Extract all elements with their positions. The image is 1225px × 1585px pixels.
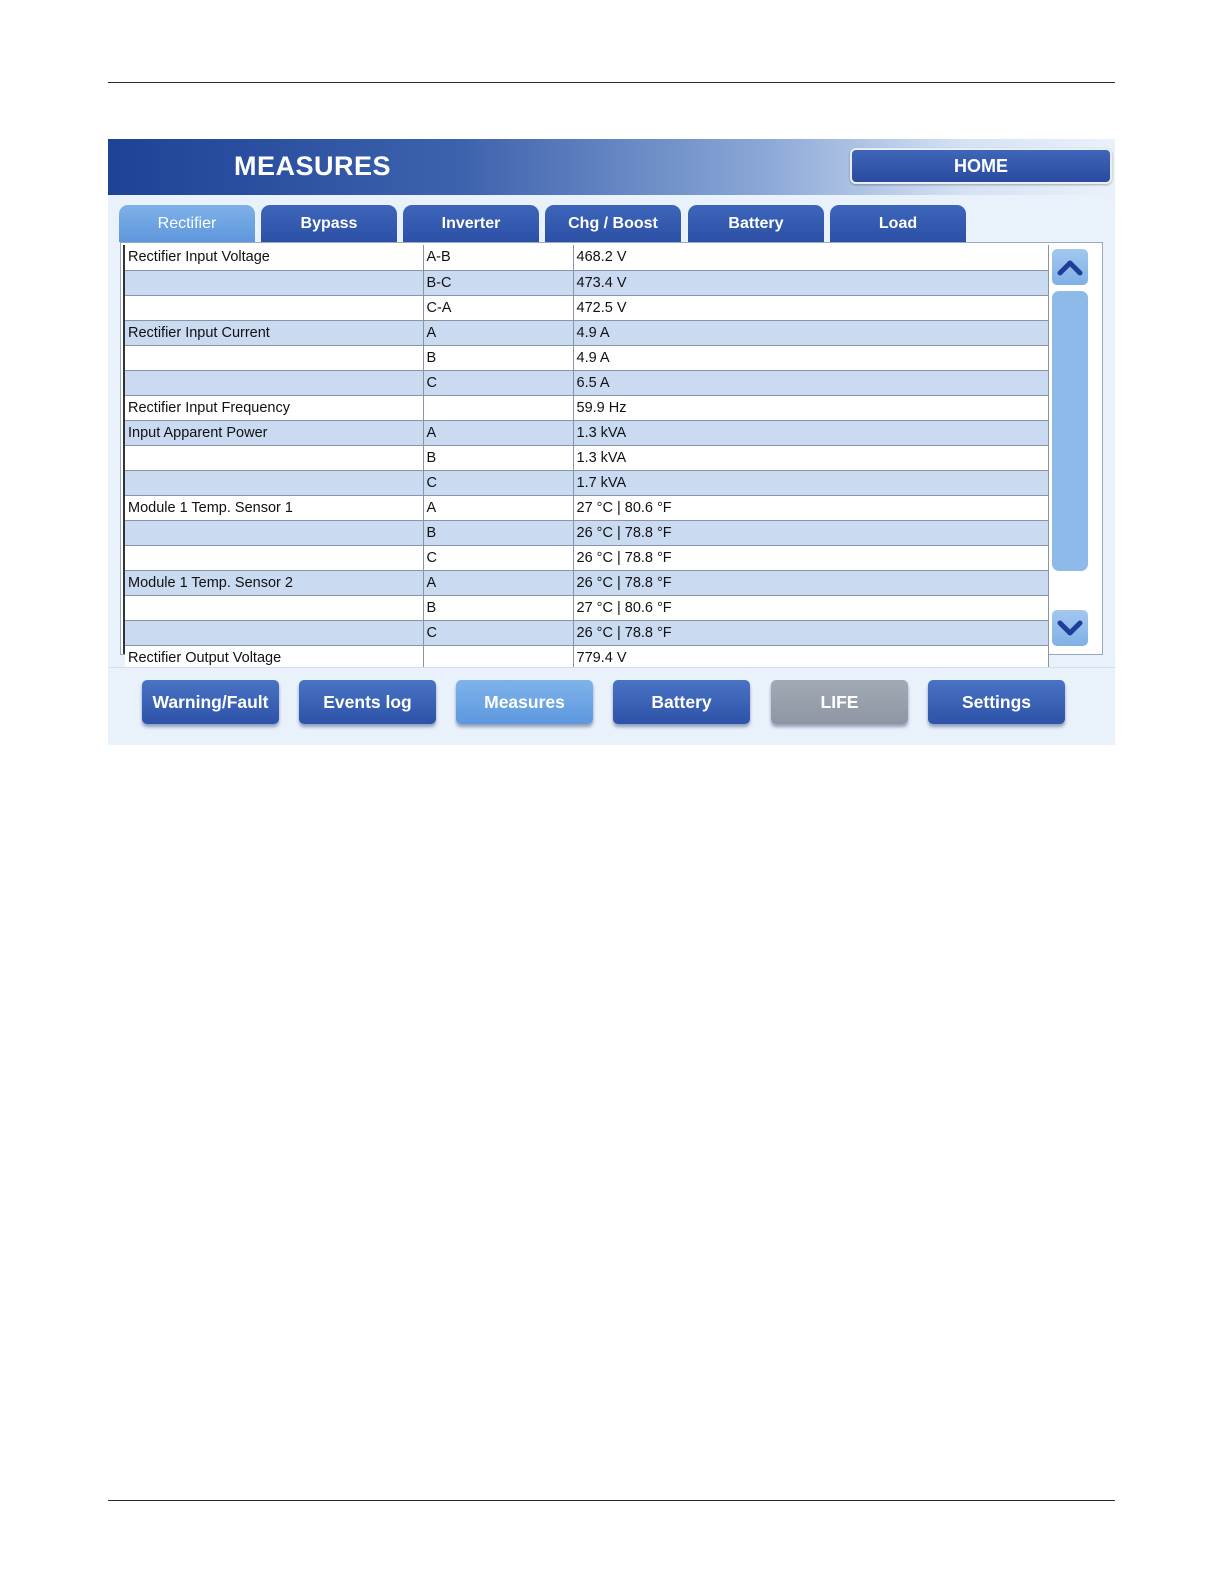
phase-cell: C: [423, 370, 573, 395]
measures-table-frame: [120, 242, 1103, 666]
title-bar: [108, 139, 1115, 195]
phase-cell: B: [423, 520, 573, 545]
measures-screen: [108, 139, 1115, 744]
table-row: [125, 520, 1048, 545]
tab-chg-boost[interactable]: Chg / Boost: [545, 205, 681, 242]
measure-value-cell: 468.2 V: [573, 245, 1048, 270]
table-row: [125, 395, 1048, 420]
phase-cell: C: [423, 470, 573, 495]
measure-name-cell: Rectifier Output Voltage: [125, 645, 423, 670]
table-row: [125, 620, 1048, 645]
table-row: [125, 370, 1048, 395]
phase-cell: A: [423, 495, 573, 520]
events-log-button[interactable]: Events log: [299, 680, 436, 724]
table-row: [125, 345, 1048, 370]
phase-cell: B: [423, 595, 573, 620]
measure-name-cell: [125, 370, 423, 395]
measure-name-cell: [125, 520, 423, 545]
measure-value-cell: 26 °C | 78.8 °F: [573, 570, 1048, 595]
measure-name-cell: Rectifier Input Current: [125, 320, 423, 345]
table-row: [125, 545, 1048, 570]
bottom-navbar: [108, 667, 1115, 745]
table-row: [125, 595, 1048, 620]
chevron-down-icon: [1057, 618, 1083, 638]
measure-value-cell: 473.4 V: [573, 270, 1048, 295]
phase-cell: [423, 395, 573, 420]
phase-cell: B: [423, 345, 573, 370]
measure-name-cell: Rectifier Input Voltage: [125, 245, 423, 270]
measure-name-cell: [125, 545, 423, 570]
measure-name-cell: [125, 595, 423, 620]
page-top-rule: [108, 82, 1115, 83]
measure-value-cell: 1.3 kVA: [573, 445, 1048, 470]
measure-value-cell: 1.7 kVA: [573, 470, 1048, 495]
measure-value-cell: 1.3 kVA: [573, 420, 1048, 445]
phase-cell: B-C: [423, 270, 573, 295]
measure-name-cell: Input Apparent Power: [125, 420, 423, 445]
chevron-up-icon: [1057, 257, 1083, 277]
measure-name-cell: Rectifier Input Frequency: [125, 395, 423, 420]
table-row: [125, 320, 1048, 345]
measures-table-viewport[interactable]: [123, 245, 1048, 666]
page-title: MEASURES: [234, 151, 392, 181]
phase-cell: C: [423, 620, 573, 645]
home-button[interactable]: HOME: [850, 148, 1112, 184]
measure-value-cell: 27 °C | 80.6 °F: [573, 495, 1048, 520]
phase-cell: C: [423, 545, 573, 570]
measure-name-cell: [125, 270, 423, 295]
measure-value-cell: 27 °C | 80.6 °F: [573, 595, 1048, 620]
phase-cell: C-A: [423, 295, 573, 320]
scroll-up-button[interactable]: [1052, 249, 1088, 285]
scroll-down-button[interactable]: [1052, 610, 1088, 646]
battery-button[interactable]: Battery: [613, 680, 750, 724]
measure-value-cell: 779.4 V: [573, 645, 1048, 670]
phase-cell: A: [423, 570, 573, 595]
measure-value-cell: 4.9 A: [573, 345, 1048, 370]
measures-button[interactable]: Measures: [456, 680, 593, 724]
measure-value-cell: 6.5 A: [573, 370, 1048, 395]
measure-value-cell: 26 °C | 78.8 °F: [573, 620, 1048, 645]
measure-name-cell: [125, 620, 423, 645]
measure-name-cell: [125, 295, 423, 320]
measure-name-cell: Module 1 Temp. Sensor 2: [125, 570, 423, 595]
scrollbar-track[interactable]: [1052, 291, 1088, 571]
measures-table: [125, 245, 1049, 671]
table-row: [125, 495, 1048, 520]
measure-name-cell: [125, 345, 423, 370]
tab-load[interactable]: Load: [830, 205, 966, 242]
page-bottom-rule: [108, 1500, 1115, 1501]
measure-value-cell: 26 °C | 78.8 °F: [573, 520, 1048, 545]
table-row: [125, 445, 1048, 470]
table-row: [125, 270, 1048, 295]
measure-name-cell: [125, 470, 423, 495]
measure-value-cell: 26 °C | 78.8 °F: [573, 545, 1048, 570]
phase-cell: B: [423, 445, 573, 470]
phase-cell: A-B: [423, 245, 573, 270]
phase-cell: A: [423, 320, 573, 345]
measure-value-cell: 472.5 V: [573, 295, 1048, 320]
life-button: LIFE: [771, 680, 908, 724]
settings-button[interactable]: Settings: [928, 680, 1065, 724]
table-row: [125, 295, 1048, 320]
phase-cell: A: [423, 420, 573, 445]
warning-fault-button[interactable]: Warning/Fault: [142, 680, 279, 724]
table-row: [125, 245, 1048, 270]
measure-name-cell: Module 1 Temp. Sensor 1: [125, 495, 423, 520]
table-row: [125, 470, 1048, 495]
measure-value-cell: 4.9 A: [573, 320, 1048, 345]
measure-value-cell: 59.9 Hz: [573, 395, 1048, 420]
tab-inverter[interactable]: Inverter: [403, 205, 539, 242]
table-row: [125, 570, 1048, 595]
tab-battery[interactable]: Battery: [688, 205, 824, 242]
table-row: [125, 420, 1048, 445]
measure-name-cell: [125, 445, 423, 470]
tab-bypass[interactable]: Bypass: [261, 205, 397, 242]
tab-rectifier[interactable]: Rectifier: [119, 205, 255, 242]
